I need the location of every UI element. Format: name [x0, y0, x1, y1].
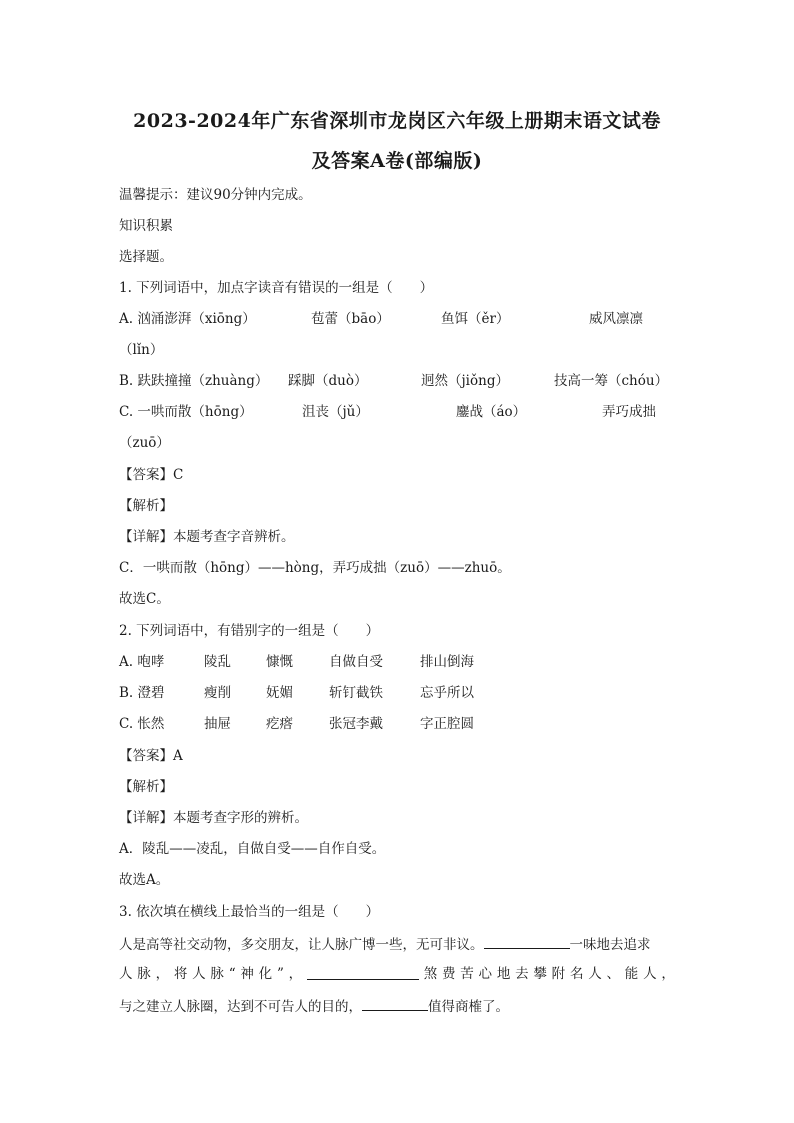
q3-line-2-char: 脉 — [137, 966, 151, 982]
q3-line-2-char: 人 — [643, 966, 657, 982]
q1-stem: 1. 下列词语中，加点字读音有错误的一组是（ ） — [119, 280, 434, 296]
q3-line-3-tail: 值得商榷了。 — [428, 999, 509, 1015]
q3-line-2-char: ， — [288, 966, 303, 982]
q3-line-2-char: 将 — [173, 966, 188, 982]
q2-option-a-4: 自做自受 — [329, 654, 383, 670]
q3-line-2-char: “ — [228, 966, 236, 982]
q1-option-c-2: 沮丧（jǔ） — [302, 404, 369, 420]
q3-line-2-char: 苦 — [460, 966, 474, 982]
q2-option-c-5: 字正腔圆 — [420, 716, 474, 732]
q1-explanation: C．一哄而散（hōng）——hòng，弄巧成拙（zuō）——zhuō。 — [119, 560, 511, 576]
q3-line-2-char: 去 — [515, 966, 529, 982]
q3-line-2-char: 费 — [441, 966, 456, 982]
q2-option-a-2: 陵乱 — [204, 654, 231, 670]
q2-option-c-1: C. 怅然 — [119, 716, 165, 732]
q3-line-2-char: 心 — [478, 966, 493, 982]
q1-option-b-4: 技高一筹（chóu） — [554, 373, 669, 389]
q3-line-2-char: 人 — [119, 966, 133, 982]
tip-text: 温馨提示：建议90分钟内完成。 — [119, 187, 312, 203]
q3-paragraph-line-2 — [119, 965, 675, 983]
q1-choice: 故选C。 — [119, 591, 170, 607]
q3-line-2-char: 化 — [258, 966, 273, 982]
q3-line-2-char: 附 — [551, 966, 566, 982]
q1-option-b-3: 迥然（jiǒng） — [421, 373, 509, 389]
q3-paragraph-line-1 — [119, 934, 651, 954]
q1-option-a-wrap: （lǐn） — [119, 342, 164, 358]
q2-analysis-label: 【解析】 — [119, 779, 173, 795]
q3-line-2-char: 攀 — [533, 966, 547, 982]
q3-line-1-tail: 一味地去追求 — [569, 937, 651, 953]
q1-option-c-wrap: （zuō） — [119, 435, 170, 451]
q2-option-c-2: 抽屉 — [204, 716, 231, 732]
q3-line-1-text: 人是高等社交动物，多交朋友，让人脉广博一些，无可非议。 — [119, 937, 484, 953]
q2-option-a-5: 排山倒海 — [420, 654, 474, 670]
q2-option-c-3: 疙瘩 — [266, 716, 293, 732]
q1-option-a-2: 苞蕾（bāo） — [311, 311, 390, 327]
q2-choice: 故选A。 — [119, 872, 170, 888]
q1-option-c-4: 弄巧成拙 — [602, 404, 656, 420]
q2-stem: 2. 下列词语中，有错别字的一组是（ ） — [119, 623, 380, 639]
q2-explanation: A．陵乱——凌乱，自做自受——自作自受。 — [119, 841, 386, 857]
q2-detail: 【详解】本题考查字形的辨析。 — [119, 810, 308, 826]
q3-line-2-char: 神 — [240, 966, 254, 982]
q2-option-b-1: B. 澄碧 — [119, 685, 165, 701]
q1-option-a-1: A. 汹涌澎湃（xiōng） — [119, 311, 256, 327]
fill-blank-3[interactable] — [362, 996, 428, 1011]
q3-line-2-char: 名 — [569, 966, 584, 982]
q1-option-a-4: 威风凛凛 — [589, 311, 643, 327]
q2-option-b-2: 瘦削 — [204, 685, 231, 701]
question-type: 选择题。 — [119, 249, 173, 265]
q3-stem: 3. 依次填在横线上最恰当的一组是（ ） — [119, 904, 380, 920]
q3-line-2-char: 地 — [496, 966, 511, 982]
q3-line-2-char: ” — [276, 966, 284, 982]
q1-option-c-1: C. 一哄而散（hōng） — [119, 404, 253, 420]
q2-answer: 【答案】A — [119, 748, 183, 764]
q2-option-b-3: 妩媚 — [266, 685, 293, 701]
fill-blank-1[interactable] — [484, 934, 570, 949]
q1-option-b-1: B. 趺趺撞撞（zhuàng） — [119, 373, 269, 389]
q3-line-2-char: 煞 — [423, 966, 438, 982]
q3-line-2-char: 、 — [606, 966, 620, 982]
q1-answer: 【答案】C — [119, 467, 184, 483]
q2-option-a-3: 慷慨 — [266, 654, 293, 670]
q3-line-2-char: 人 — [588, 966, 602, 982]
q3-line-2-char: 能 — [624, 966, 639, 982]
q1-option-c-3: 鏖战（áo） — [456, 404, 527, 420]
document-title-line-1: 2023-2024年广东省深圳市龙岗区六年级上册期末语文试卷 — [133, 110, 661, 132]
fill-blank-2[interactable] — [307, 965, 419, 980]
q1-option-a-3: 鱼饵（ěr） — [441, 311, 510, 327]
q2-option-c-4: 张冠李戴 — [329, 716, 383, 732]
section-heading: 知识积累 — [119, 218, 173, 234]
q1-analysis-label: 【解析】 — [119, 498, 173, 514]
q3-line-2-char: 人 — [192, 966, 206, 982]
q3-paragraph-line-3 — [119, 996, 509, 1016]
q3-line-2-char: 脉 — [210, 966, 224, 982]
q2-option-b-4: 斩钉截铁 — [329, 685, 383, 701]
document-title-line-2: 及答案A卷(部编版) — [311, 150, 483, 172]
q3-line-2-char: ， — [661, 966, 675, 982]
q2-option-b-5: 忘乎所以 — [420, 685, 474, 701]
q1-option-b-2: 踩脚（duò） — [288, 373, 368, 389]
q2-option-a-1: A. 咆哮 — [119, 654, 165, 670]
q3-line-3-text: 与之建立人脉圈，达到不可告人的目的， — [119, 999, 362, 1015]
q1-detail: 【详解】本题考查字音辨析。 — [119, 529, 295, 545]
q3-line-2-char: ， — [155, 966, 170, 982]
